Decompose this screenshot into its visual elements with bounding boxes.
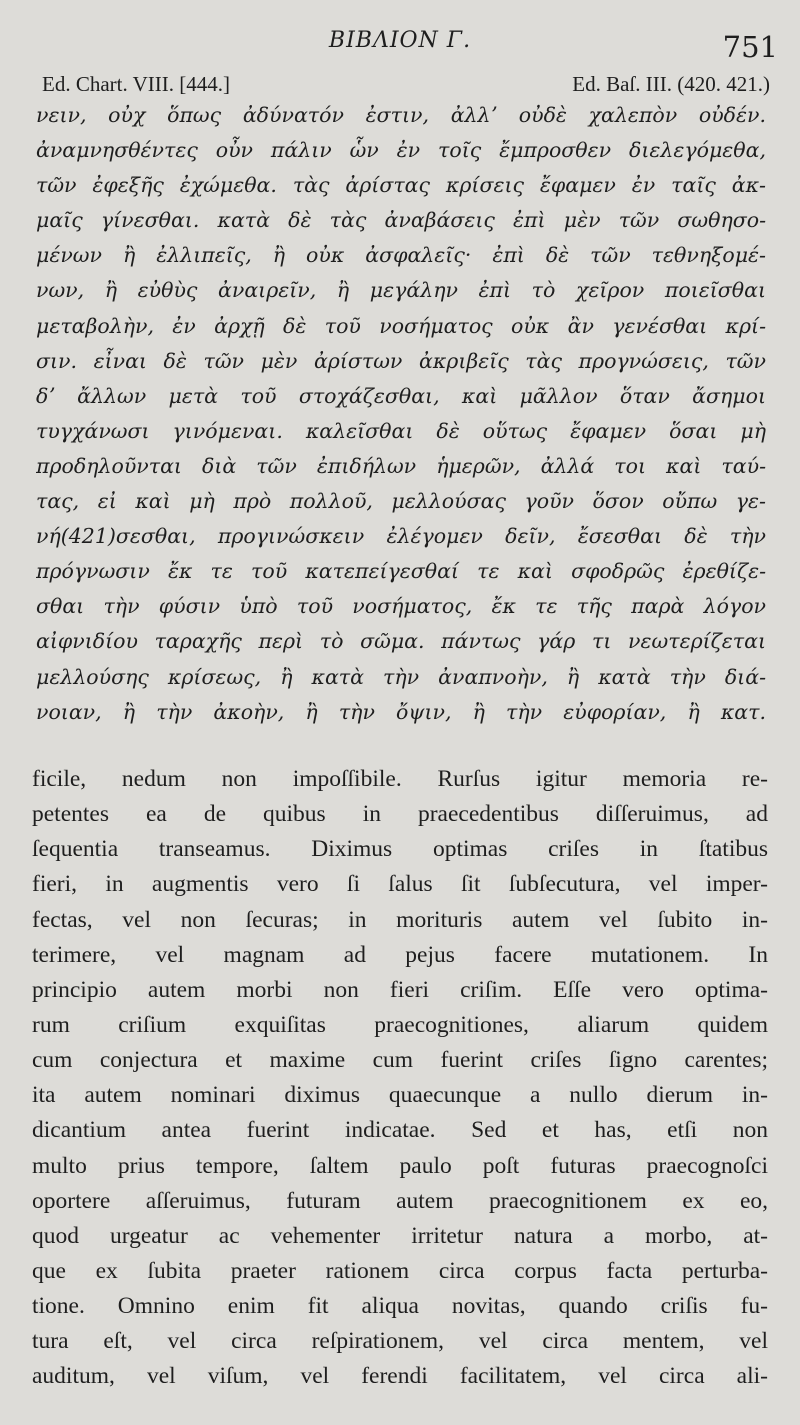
greek-line: πρόγνωσιν ἔκ τε τοῦ κατεπείγεσθαί τε καὶ σφοδρῶς ἐρεθίζε- [36,559,766,584]
latin-line: ſequentia transeamus. Diximus optimas criſes in ſtatibus [32,836,768,863]
greek-line: τυγχάνωσι γινόμεναι. καλεῖσθαι δὲ οὕτως ἔφαμεν ὅσαι μὴ [36,418,766,443]
greek-line: νοιαν, ἢ τὴν ἀκοὴν, ἢ τὴν ὄψιν, ἢ τὴν εὐφορίαν, ἢ κατ. [36,699,766,724]
latin-line: rum criſium exquiſitas praecognitiones, aliarum quidem [32,1011,768,1038]
greek-line: νή(421)σεσθαι, προγινώσκειν ἐλέγομεν δεῖν, ἔσεσθαι δὲ τὴν [36,524,766,549]
greek-line: δʼ ἄλλων μετὰ τοῦ στοχάζεσθαι, καὶ μᾶλλον ὅταν ἄσημοι [36,383,766,408]
greek-line: μένων ἢ ἐλλιπεῖς, ἢ οὐκ ἀσφαλεῖς· ἐπὶ δὲ τῶν τεθνηξομέ- [36,243,766,268]
greek-line: μαῖς γίνεσθαι. κατὰ δὲ τὰς ἀναβάσεις ἐπὶ μὲν τῶν σωθησο- [36,208,766,233]
latin-line: dicantium antea fuerint indicatae. Sed et has, etſi non [32,1117,768,1144]
greek-line: τῶν ἐφεξῆς ἐχώμεθα. τὰς ἀρίστας κρίσεις ἔφαμεν ἐν ταῖς ἀκ- [36,173,766,198]
greek-line: αἰφνιδίου ταραχῆς περὶ τὸ σῶμα. πάντως γάρ τι νεωτερίζεται [36,629,766,654]
latin-line: que ex ſubita praeter rationem circa corpus facta perturba- [32,1257,768,1284]
latin-line: terimere, vel magnam ad pejus facere mutationem. In [32,941,768,968]
latin-line: ita autem nominari diximus quaecunque a nullo dierum in- [32,1082,768,1109]
greek-line: προδηλοῦνται διὰ τῶν ἐπιδήλων ἡμερῶν, ἀλλά τοι καὶ ταύ- [36,453,766,478]
latin-line: multo prius tempore, ſaltem paulo poſt futuras praecognoſci [32,1152,768,1179]
page-number: 751 [722,30,778,64]
edition-reference-right: Ed. Baſ. III. (420. 421.) [572,72,770,96]
latin-text-block [32,762,768,1395]
latin-line: quod urgeatur ac vehementer irritetur natura a morbo, at- [32,1222,768,1249]
latin-line: principio autem morbi non fieri criſim. Eſſe vero optima- [32,976,768,1003]
greek-text-block [36,98,766,730]
greek-line: μεταβολὴν, ἐν ἀρχῇ δὲ τοῦ νοσήματος οὐκ ἂν γενέσθαι κρί- [36,313,766,338]
latin-line: ficile, nedum non impoſſibile. Rurſus igitur memoria re- [32,766,768,792]
latin-line: oportere aſſeruimus, futuram autem praecognitionem ex eo, [32,1187,768,1214]
greek-line: μελλούσης κρίσεως, ἢ κατὰ τὴν ἀναπνοὴν, ἢ κατὰ τὴν διά- [36,664,766,689]
greek-line: σθαι τὴν φύσιν ὑπὸ τοῦ νοσήματος, ἔκ τε τῆς παρὰ λόγον [36,594,766,619]
latin-line: tione. Omnino enim fit aliqua novitas, quando criſis fu- [32,1293,768,1320]
greek-line: τας, εἰ καὶ μὴ πρὸ πολλοῦ, μελλούσας γοῦν ὅσον οὔπω γε- [36,489,766,514]
running-title: ΒΙΒΛΙΟΝ Γ. [328,28,472,53]
latin-line: cum conjectura et maxime cum fuerint criſes ſigno carentes; [32,1047,768,1074]
latin-line: fectas, vel non ſecuras; in morituris autem vel ſubito in- [32,906,768,933]
edition-reference-left: Ed. Chart. VIII. [444.] [42,72,230,96]
latin-line: petentes ea de quibus in praecedentibus diſſeruimus, ad [32,801,768,828]
latin-line: fieri, in augmentis vero ſi ſalus ſit ſubſecutura, vel imper- [32,871,768,898]
greek-line: νειν, οὐχ ὅπως ἀδύνατόν ἐστιν, ἀλλʼ οὐδὲ χαλεπὸν οὐδέν. [36,103,766,127]
greek-line: ἀναμνησθέντες οὖν πάλιν ὧν ἐν τοῖς ἔμπροσθεν διελεγόμεθα, [36,138,766,163]
latin-line: tura eſt, vel circa reſpirationem, vel circa mentem, vel [32,1328,768,1355]
greek-line: σιν. εἶναι δὲ τῶν μὲν ἀρίστων ἀκριβεῖς τὰς προγνώσεις, τῶν [36,348,766,373]
latin-line: auditum, vel viſum, vel ferendi facilitatem, vel circa ali- [32,1363,768,1390]
greek-line: νων, ἢ εὐθὺς ἀναιρεῖν, ἢ μεγάλην ἐπὶ τὸ χεῖρον ποιεῖσθαι [36,278,766,303]
